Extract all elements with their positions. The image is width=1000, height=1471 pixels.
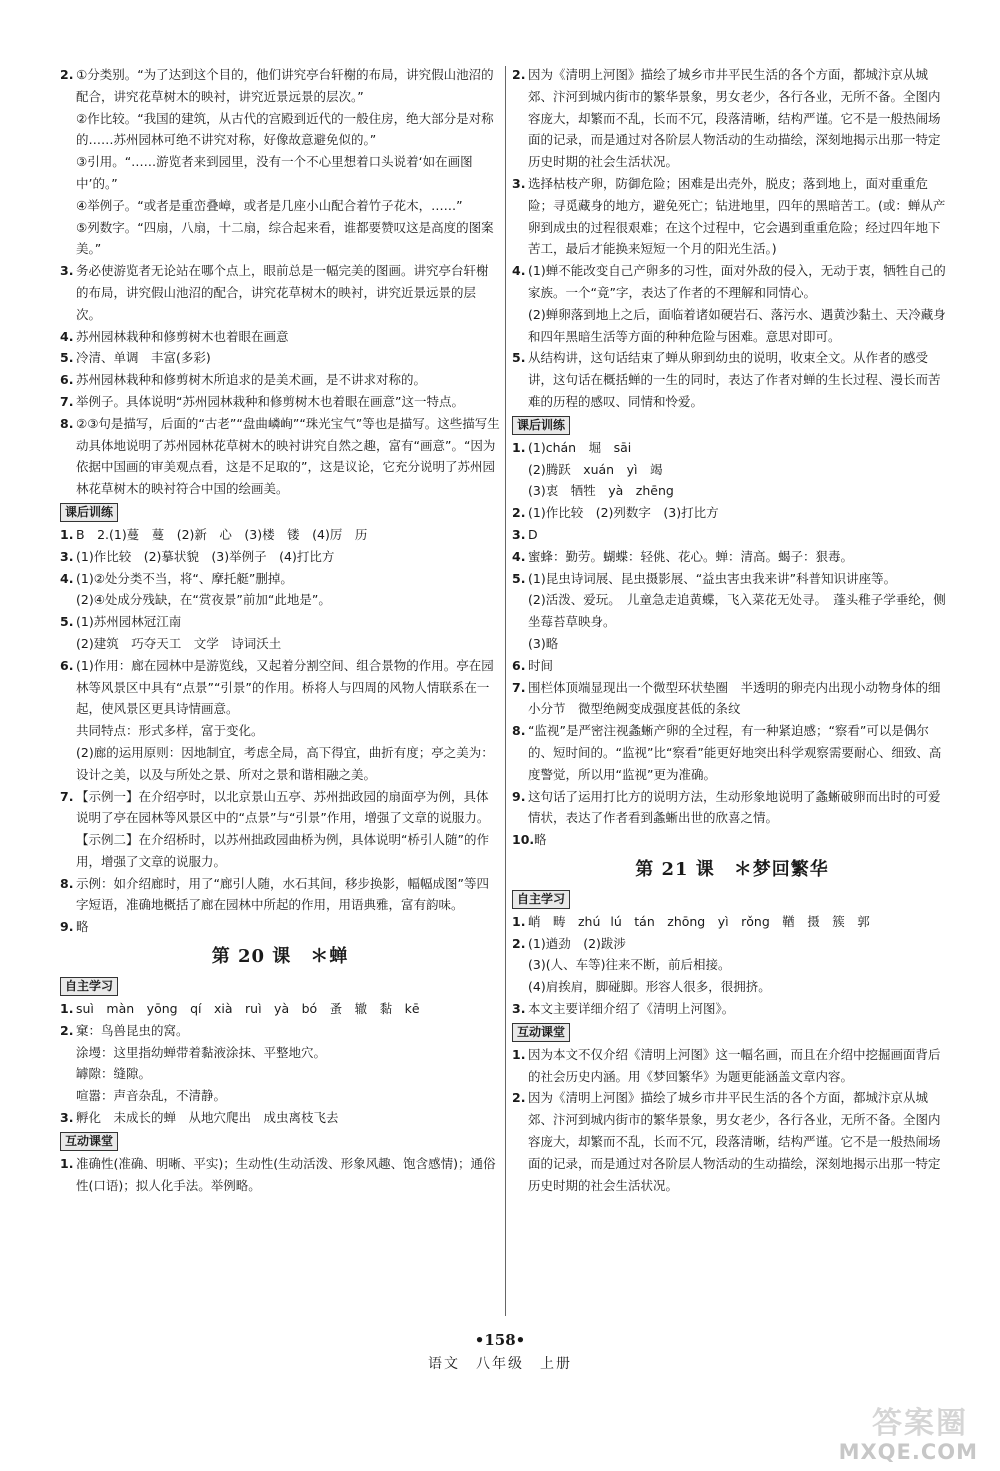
- answer-line: (2)廊的运用原则：因地制宜，考虑全局，高下得宜，曲折有度；亭之美为：设计之美，以及与所处之景、所对之景和谐相融之美。: [76, 744, 494, 782]
- answer-line: (3)略: [528, 635, 559, 651]
- answer-item: [512, 260, 952, 347]
- answer-line: (1)昆虫诗词展、昆虫摄影展、“益虫害虫我来讲”科普知识讲座等。: [528, 570, 897, 586]
- item-number: 5.: [512, 570, 526, 586]
- item-number: 8.: [512, 723, 526, 739]
- item-number: 9.: [512, 788, 526, 804]
- answer-line: (1)②处分类不当，将“、摩托艇”删掉。: [76, 570, 293, 586]
- item-number: 4.: [512, 548, 526, 564]
- answer-text: 蜜蜂：勤劳。蝴蝶：轻佻、花心。蝉：清高。蝎子：狠毒。: [528, 548, 854, 564]
- answer-item: [60, 391, 500, 413]
- answer-text: 从结构讲，这句话结束了蝉从卵到幼虫的说明，收束全文。从作者的感受讲，这句话在概括蝉的一生的同时，表达了作者对蝉的生长过程、漫长而苦难的历程的感叹、同情和怜爱。: [528, 350, 941, 409]
- item-number: 6.: [60, 657, 74, 673]
- answer-item: [60, 998, 500, 1020]
- answer-text: suì màn yōng qí xià ruì yà bó 蚤 辙 黏 kē: [76, 1001, 420, 1017]
- answer-item: [60, 786, 500, 873]
- item-number: 10.: [512, 832, 535, 848]
- item-number: 5.: [512, 350, 526, 366]
- watermark-logo: [803, 1398, 978, 1464]
- item-number: 1.: [512, 439, 526, 455]
- answer-item: [60, 655, 500, 786]
- answer-line: 喧嚣：声音杂乱，不清静。: [76, 1088, 227, 1104]
- item-number: 4.: [60, 328, 74, 344]
- section-label-zizhu: 自主学习: [60, 977, 118, 996]
- answer-item: [512, 998, 952, 1020]
- answer-item: [60, 326, 500, 348]
- answer-line: (1)遒劲 (2)跋涉: [528, 935, 626, 951]
- answer-line: (4)肩挨肩，脚碰脚。形容人很多，很拥挤。: [528, 979, 771, 995]
- answer-line: ②作比较。“我国的建筑，从古代的宫殿到近代的一般住房，绝大部分是对称的……苏州园林可绝不讲究对称，好像故意避免似的。”: [76, 110, 494, 148]
- book-title: 语文 八年级 上册: [428, 1356, 572, 1372]
- answer-item: [512, 437, 952, 502]
- answer-text: 因为《清明上河图》描绘了城乡市井平民生活的各个方面，都城汴京从城郊、汴河到城内街市的繁华景象，男女老少，各行各业，无所不备。全图内容庞大，却繁而不乱，长而不冗，段落清晰，结构严谨。它不是一般热闹场面的记录，而是通过对各阶层人物活动的生动描绘，深刻地揭示出那一特定历史时期的社会生活状况。: [528, 67, 941, 170]
- item-number: 1.: [60, 1001, 74, 1017]
- answer-item: [60, 916, 500, 938]
- answer-text: 苏州园林栽种和修剪树木也着眼在画意: [76, 328, 289, 344]
- answer-item: [512, 546, 952, 568]
- answer-item: [512, 786, 952, 830]
- answer-line: (3)(人、车等)往来不断，前后相接。: [528, 957, 731, 973]
- item-number: 2.: [512, 935, 526, 951]
- answer-line: (1)作用：廊在园林中是游览线，又起着分割空间、组合景物的作用。亭在园林等风景区中具有“点景”“引景”的作用。桥将人与四周的风物人情联系在一起，使风景区更具诗情画意。: [76, 657, 494, 717]
- column-divider: [505, 66, 506, 1316]
- answer-text: 务必使游览者无论站在哪个点上，眼前总是一幅完美的图画。讲究亭台轩榭的布局，讲究假山池沼的配合，讲究花草树木的映衬，讲究近景远景的层次。: [76, 263, 489, 322]
- answer-item: [512, 655, 952, 677]
- answer-line: (1)苏州园林冠江南: [76, 614, 182, 630]
- item-number: 2.: [512, 505, 526, 521]
- answer-line: 罅隙：缝隙。: [76, 1066, 152, 1082]
- answer-item: [512, 1087, 952, 1196]
- answer-text: 选择枯枝产卵，防御危险；困难是出壳外，脱皮；落到地上，面对重重危险；寻觅藏身的地方，避免死亡；钻进地里，四年的黑暗苦工。(或：蝉从产卵到成虫的过程很艰难；在这个过程中，它会遇到重重危险；经过四年地下苦工，最后才能换来短短一个月的阳光生活。): [528, 175, 946, 257]
- item-number: 1.: [512, 913, 526, 929]
- answer-text: 时间: [528, 657, 554, 673]
- item-number: 8.: [60, 875, 74, 891]
- answer-line: (2)建筑 巧夺天工 文学 诗词沃土: [76, 635, 282, 651]
- item-number: 1.: [60, 1155, 74, 1171]
- section-label-kehou: 课后训练: [60, 503, 118, 522]
- answer-text: 围栏体顶端显现出一个微型环状垫圈 半透明的卵壳内出现小动物身体的细小分节 微型绝阙变成强度甚低的条纹: [528, 679, 941, 717]
- answer-item: [60, 873, 500, 917]
- answer-line: 【示例一】在介绍亭时，以北京景山五亭、苏州拙政园的扇面亭为例，具体说明了亭在园林等风景区中的“点景”与“引景”作用，增强了文章的说服力。: [76, 788, 490, 826]
- answer-line: ④举例子。“或者是重峦叠嶂，或者是几座小山配合着竹子花木，……”: [76, 197, 463, 213]
- answer-line: 【示例二】在介绍桥时，以苏州拙政园曲桥为例，具体说明“桥引人随”的作用，增强了文章的说服力。: [76, 832, 489, 869]
- item-number: 2.: [512, 1090, 526, 1106]
- answer-item: [512, 568, 952, 655]
- answer-text: (1)作比较 (2)摹状貌 (3)举例子 (4)打比方: [76, 548, 335, 564]
- answer-item: [512, 677, 952, 721]
- answer-item: [512, 64, 952, 173]
- item-number: 3.: [512, 1001, 526, 1017]
- answer-text: 苏州园林栽种和修剪树木所追求的是美术画，是不讲求对称的。: [76, 372, 427, 388]
- answer-text: 本文主要详细介绍了《清明上河图》。: [528, 1001, 735, 1017]
- answer-line: (2)④处成分残缺，在“赏夜景”前加“此地是”。: [76, 592, 331, 608]
- item-number: 6.: [512, 657, 526, 673]
- answer-text: D: [528, 526, 538, 542]
- item-number: 4.: [512, 263, 526, 279]
- left-column: [60, 64, 500, 1196]
- answer-line: ①分类别。“为了达到这个目的，他们讲究亭台轩榭的布局，讲究假山池沼的配合，讲究花草树木的映衬，讲究近景远景的层次。”: [76, 67, 494, 104]
- section-label-hudong: 互动课堂: [60, 1132, 118, 1151]
- item-number: 3.: [60, 1110, 74, 1126]
- answer-item: [60, 546, 500, 568]
- answer-text: 孵化 未成长的蝉 从地穴爬出 成虫离枝飞去: [76, 1110, 339, 1126]
- answer-item: [512, 347, 952, 412]
- item-number: 3.: [512, 175, 526, 191]
- item-number: 4.: [60, 570, 74, 586]
- item-number: 8.: [60, 415, 74, 431]
- answer-text: 因为本文不仅介绍《清明上河图》这一幅名画，而且在介绍中挖掘画面背后的社会历史内涵。用《梦回繁华》为题更能涵盖文章内容。: [528, 1046, 941, 1084]
- answer-item: [512, 1044, 952, 1088]
- section-label-hudong: 互动课堂: [512, 1023, 570, 1042]
- answer-text: 准确性(准确、明晰、平实)；生动性(生动活泼、形象风趣、饱含感情)；通俗性(口语)；拟人化手法。举例略。: [76, 1155, 496, 1193]
- answer-item: [60, 1153, 500, 1197]
- answer-text: 略: [534, 832, 547, 848]
- answer-text: (1)作比较 (2)列数字 (3)打比方: [528, 505, 719, 521]
- item-number: 1.: [512, 1046, 526, 1062]
- answer-item: [512, 720, 952, 785]
- answer-text: 冷清、单调 丰富(多彩): [76, 350, 211, 366]
- item-number: 1.: [60, 526, 74, 542]
- answer-text: 示例：如介绍廊时，用了“廊引人随，水石其间，移步换影，幅幅成图”等四字短语，准确地概括了廊在园林中所起的作用，用语典雅，富有韵味。: [76, 875, 489, 913]
- answer-item: [60, 64, 500, 260]
- item-number: 7.: [512, 679, 526, 695]
- answer-text: “监视”是严密注视螽蜥产卵的全过程，有一种紧迫感；“察看”可以是偶尔的、短时间的。“监视”比“察看”能更好地突出科学观察需要耐心、细致、高度警觉，所以用“监视”更为准确。: [528, 723, 942, 782]
- answer-line: (1)chán 堀 sāi: [528, 439, 632, 455]
- item-number: 2.: [512, 67, 526, 82]
- item-number: 9.: [60, 919, 74, 935]
- answer-line: 涂墁：这里指幼蝉带着黏液涂抹、平整地穴。: [76, 1044, 327, 1060]
- answer-item: [60, 1020, 500, 1107]
- section-label-kehou: 课后训练: [512, 416, 570, 435]
- answer-item: [60, 260, 500, 325]
- answer-text: B 2.(1)蔓 蔓 (2)新 心 (3)楼 镂 (4)厉 历: [76, 526, 368, 542]
- answer-item: [60, 347, 500, 369]
- answer-item: [512, 911, 952, 933]
- answer-item: [60, 369, 500, 391]
- answer-line: (3)衷 牺牲 yà zhēng: [528, 483, 674, 499]
- item-number: 6.: [60, 372, 74, 388]
- answer-text: 这句话了运用打比方的说明方法，生动形象地说明了螽蜥破卵而出时的可爱情状，表达了作者看到螽蜥出世的欣喜之情。: [528, 788, 941, 826]
- watermark-logo-text: 答案圈: [872, 1406, 968, 1441]
- answer-item: [60, 568, 500, 612]
- answer-item: [60, 1107, 500, 1129]
- right-column: [512, 64, 952, 1196]
- answer-item: [60, 524, 500, 546]
- answer-item: [60, 413, 500, 500]
- page-number: •158•: [474, 1331, 526, 1349]
- item-number: 2.: [60, 67, 74, 82]
- item-number: 5.: [60, 614, 74, 630]
- answer-line: ⑤列数字。“四扇，八扇，十二扇，综合起来看，谁都要赞叹这是高度的图案美。”: [76, 219, 494, 257]
- item-number: 3.: [512, 526, 526, 542]
- answer-text: 峭 畴 zhú lú tán zhōng yì rǒng 鞧 摄 簇 郭: [528, 913, 870, 929]
- watermark-url: MXQE.COM: [838, 1440, 978, 1464]
- item-number: 5.: [60, 350, 74, 366]
- answer-item: [60, 611, 500, 655]
- answer-line: (2)腾跃 xuán yì 竭: [528, 461, 663, 477]
- answer-line: (2)活泼、爱玩。 儿童急走追黄蝶，飞入菜花无处寻。 蓬头稚子学垂纶，侧坐莓苔草映身。: [528, 592, 946, 630]
- lesson-title: 第 21 课 ＊梦回繁华: [635, 858, 829, 880]
- item-number: 3.: [60, 263, 74, 279]
- answer-item: [512, 173, 952, 260]
- answer-item: [512, 933, 952, 998]
- answer-line: ③引用。“……游览者来到园里，没有一个不心里想着口头说着‘如在画图中’的。”: [76, 154, 473, 191]
- item-number: 3.: [60, 548, 74, 564]
- section-label-zizhu: 自主学习: [512, 890, 570, 909]
- lesson-title: 第 20 课 ＊蝉: [211, 946, 349, 968]
- answer-text: 因为《清明上河图》描绘了城乡市井平民生活的各个方面，都城汴京从城郊、汴河到城内街市的繁华景象，男女老少，各行各业，无所不备。全图内容庞大，却繁而不乱，长而不冗，段落清晰，结构严谨。它不是一般热闹场面的记录，而是通过对各阶层人物活动的生动描绘，深刻地揭示出那一特定历史时期的社会生活状况。: [528, 1090, 941, 1193]
- item-number: 7.: [60, 788, 74, 804]
- answer-text: 举例子。具体说明“苏州园林栽种和修剪树木也着眼在画意”这一特点。: [76, 393, 464, 409]
- answer-line: (1)蝉不能改变自己产卵多的习性，面对外敌的侵入，无动于衷，牺牲自己的家族。一个“竟”字，表达了作者的不理解和同情心。: [528, 263, 946, 300]
- item-number: 7.: [60, 393, 74, 409]
- answer-item: [512, 524, 952, 546]
- answer-item: [512, 502, 952, 524]
- item-number: 2.: [60, 1022, 74, 1038]
- answer-line: (2)蝉卵落到地上之后，面临着诸如硬岩石、落污水、遇黄沙黏土、天冷藏身和四年黑暗生活等方面的种种危险与困难。意思对即可。: [528, 306, 946, 344]
- answer-line: 共同特点：形式多样，富于变化。: [76, 723, 264, 739]
- answer-text: 略: [76, 919, 89, 935]
- answer-text: ②③句是描写，后面的“古老”“盘曲嶙峋”“珠光宝气”等也是描写。这些描写生动具体地说明了苏州园林花草树木的映衬讲究自然之趣，富有“画意”。“因为依据中国画的审美观点看，这是不足取的”，这是议论，它充分说明了苏州园林花草树木的映衬符合中国的绘画美。: [76, 415, 500, 497]
- answer-line: 窠：鸟兽昆虫的窝。: [76, 1022, 189, 1038]
- answer-item: [512, 829, 952, 851]
